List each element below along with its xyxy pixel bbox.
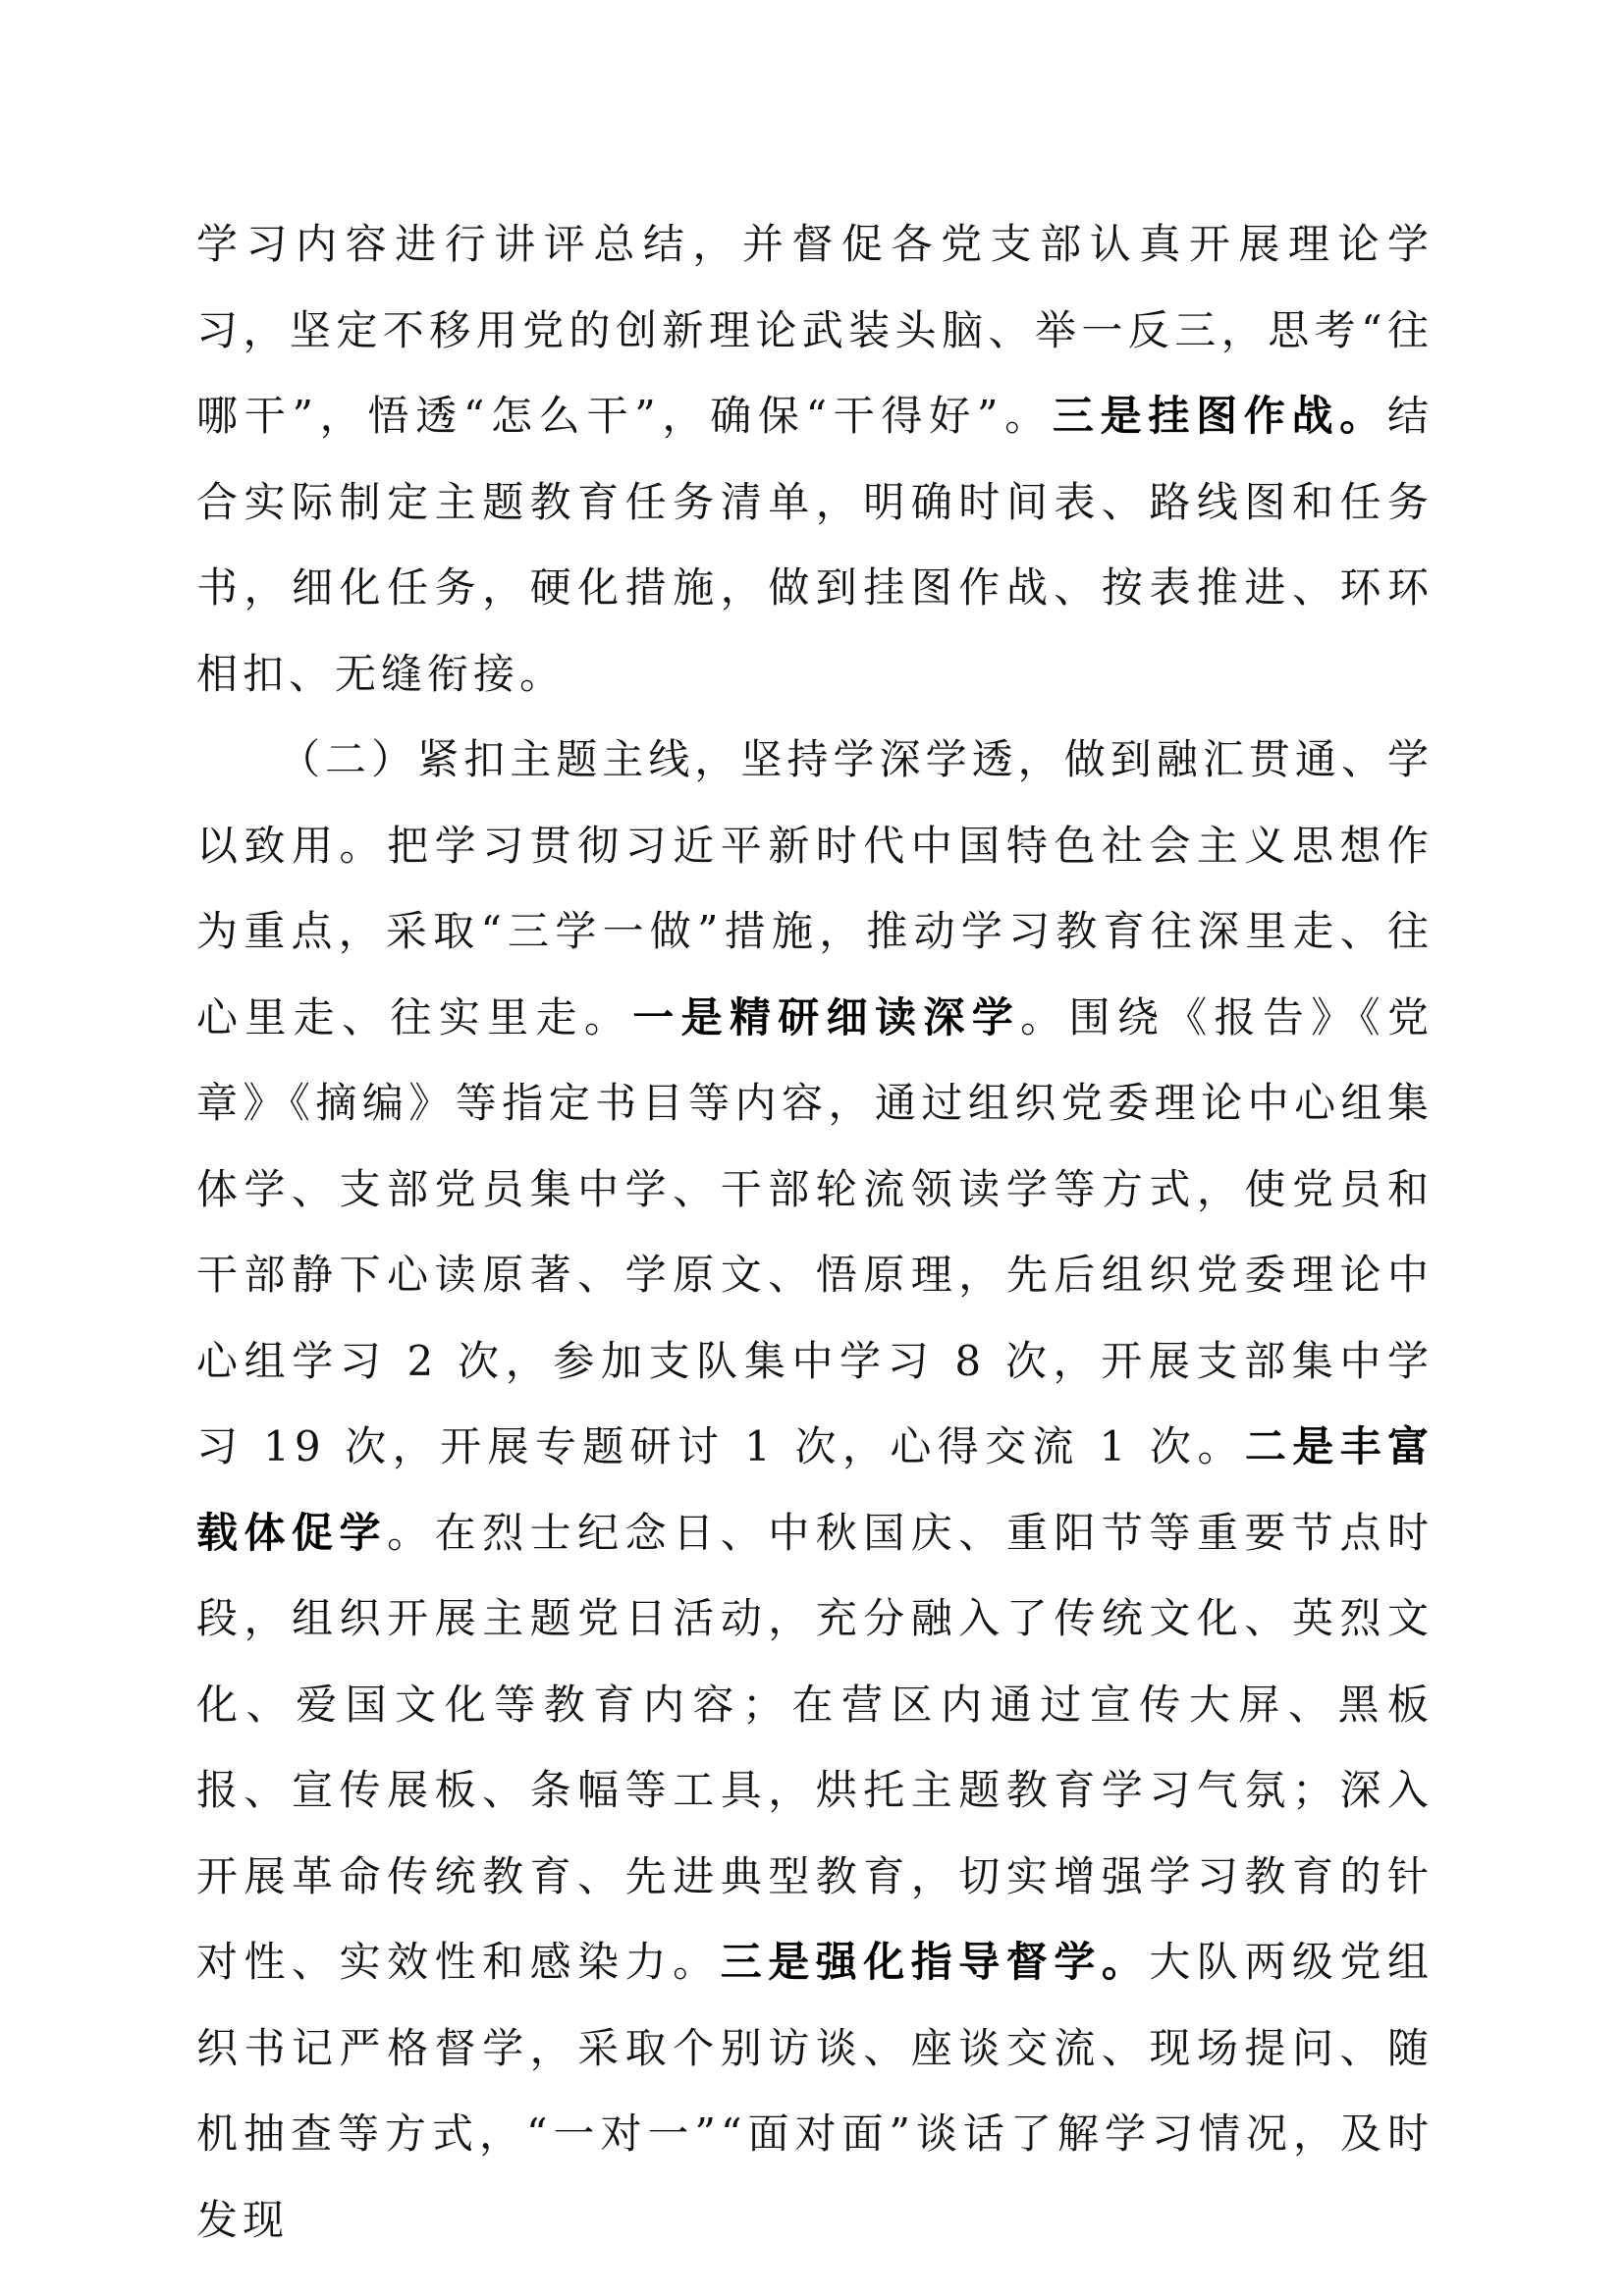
paragraph-section-two bbox=[196, 717, 1434, 2263]
paragraph-text: 大队两级党组织书记严格督学，采取个别访谈、座谈交流、现场提问、随机抽查等方式，“一对一”“面对面”谈话了解学习情况，及时发现 bbox=[196, 1938, 1434, 2244]
bold-heading-gua-tu-zuo-zhan: 三是挂图作战。 bbox=[1052, 392, 1387, 440]
document-body bbox=[196, 201, 1434, 2263]
paragraph-text: 。在烈士纪念日、中秋国庆、重阳节等重要节点时段，组织开展主题党日活动，充分融入了传统文化、英烈文化、爱国文化等教育内容；在营区内通过宣传大屏、黑板报、宣传展板、条幅等工具，烘托主题教育学习气氛；深入开展革命传统教育、先进典型教育，切实增强学习教育的针对性、实效性和感染力。 bbox=[196, 1508, 1434, 1986]
paragraph-text: 学习内容进行讲评总结，并督促各党支部认真开展理论学习，坚定不移用党的创新理论武装头脑、举一反三，思考“往哪干”，悟透“怎么干”，确保“干得好”。 bbox=[196, 220, 1434, 440]
bold-heading-jing-yan-xi-du: 一是精研细读深学 bbox=[632, 992, 1021, 1041]
paragraph-text: （二）紧扣主题主线，坚持学深学透，做到融汇贯通、学以致用。把学习贯彻习近平新时代中国特色社会主义思想作为重点，采取“三学一做”措施，推动学习教育往深里走、往心里走、往实里走。 bbox=[196, 735, 1434, 1041]
bold-heading-feng-fu-zai-ti: 二是丰富载体促学 bbox=[196, 1422, 1434, 1557]
paragraph-text: 。围绕《报告》《党章》《摘编》等指定书目等内容，通过组织党委理论中心组集体学、支部党员集中学、干部轮流领读学等方式，使党员和干部静下心读原著、学原文、悟原理，先后组织党委理论中心组学习 2 次，参加支队集中学习 8 次，开展支部集中学习 19 次，开展专题研讨 1 次，心得交流 1 次。 bbox=[196, 992, 1434, 1470]
paragraph-continuation bbox=[196, 201, 1434, 717]
paragraph-text: 结合实际制定主题教育任务清单，明确时间表、路线图和任务书，细化任务，硬化措施，做到挂图作战、按表推进、环环相扣、无缝衔接。 bbox=[196, 392, 1434, 698]
bold-heading-qiang-hua-zhi-dao: 三是强化指导督学。 bbox=[720, 1938, 1150, 1986]
